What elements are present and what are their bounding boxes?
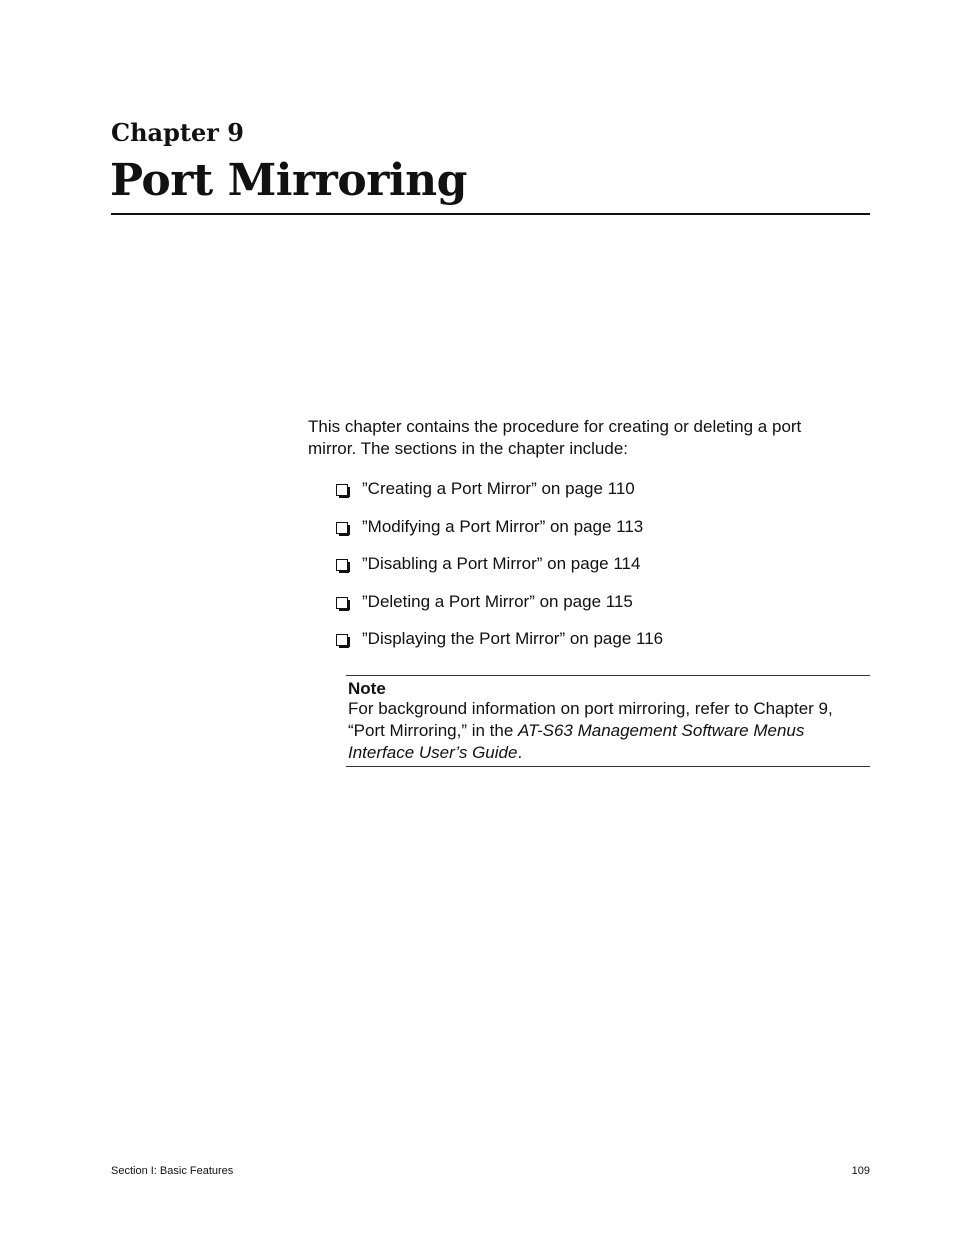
section-link[interactable]: ”Creating a Port Mirror” on page 110: [362, 479, 635, 498]
note-text: For background information on port mirroring, refer to Chapter 9, “Port Mirroring,” in the: [348, 699, 833, 740]
list-item[interactable]: [336, 516, 663, 554]
guide-title: AT-S63 Management Software Menus Interface User’s Guide: [348, 721, 805, 762]
note-box: [346, 675, 870, 767]
section-link[interactable]: ”Deleting a Port Mirror” on page 115: [362, 591, 633, 611]
list-item[interactable]: [336, 628, 663, 666]
note-body: [348, 698, 870, 764]
checkbox-icon: [336, 597, 348, 609]
chapter-label: Chapter 9: [111, 118, 244, 147]
checkbox-icon: [336, 634, 348, 646]
section-list: [336, 478, 663, 666]
list-item[interactable]: [336, 478, 663, 516]
note-heading: Note: [348, 679, 386, 698]
checkbox-icon: [336, 522, 348, 534]
footer-section: Section I: Basic Features: [111, 1165, 234, 1177]
section-link[interactable]: ”Modifying a Port Mirror” on page 113: [362, 516, 644, 536]
footer-page-number: 109: [851, 1165, 870, 1177]
list-item[interactable]: [336, 553, 663, 591]
intro-paragraph: This chapter contains the procedure for creating or deleting a port mirror. The sections in the chapter include:: [308, 417, 802, 458]
note-text-end: .: [517, 743, 523, 762]
title-divider: [111, 213, 870, 215]
checkbox-icon: [336, 559, 348, 571]
section-link[interactable]: ”Displaying the Port Mirror” on page 116: [362, 629, 664, 648]
checkbox-icon: [336, 484, 348, 496]
section-link[interactable]: ”Disabling a Port Mirror” on page 114: [362, 554, 641, 573]
chapter-title: Port Mirroring: [110, 155, 467, 206]
list-item[interactable]: [336, 591, 663, 629]
